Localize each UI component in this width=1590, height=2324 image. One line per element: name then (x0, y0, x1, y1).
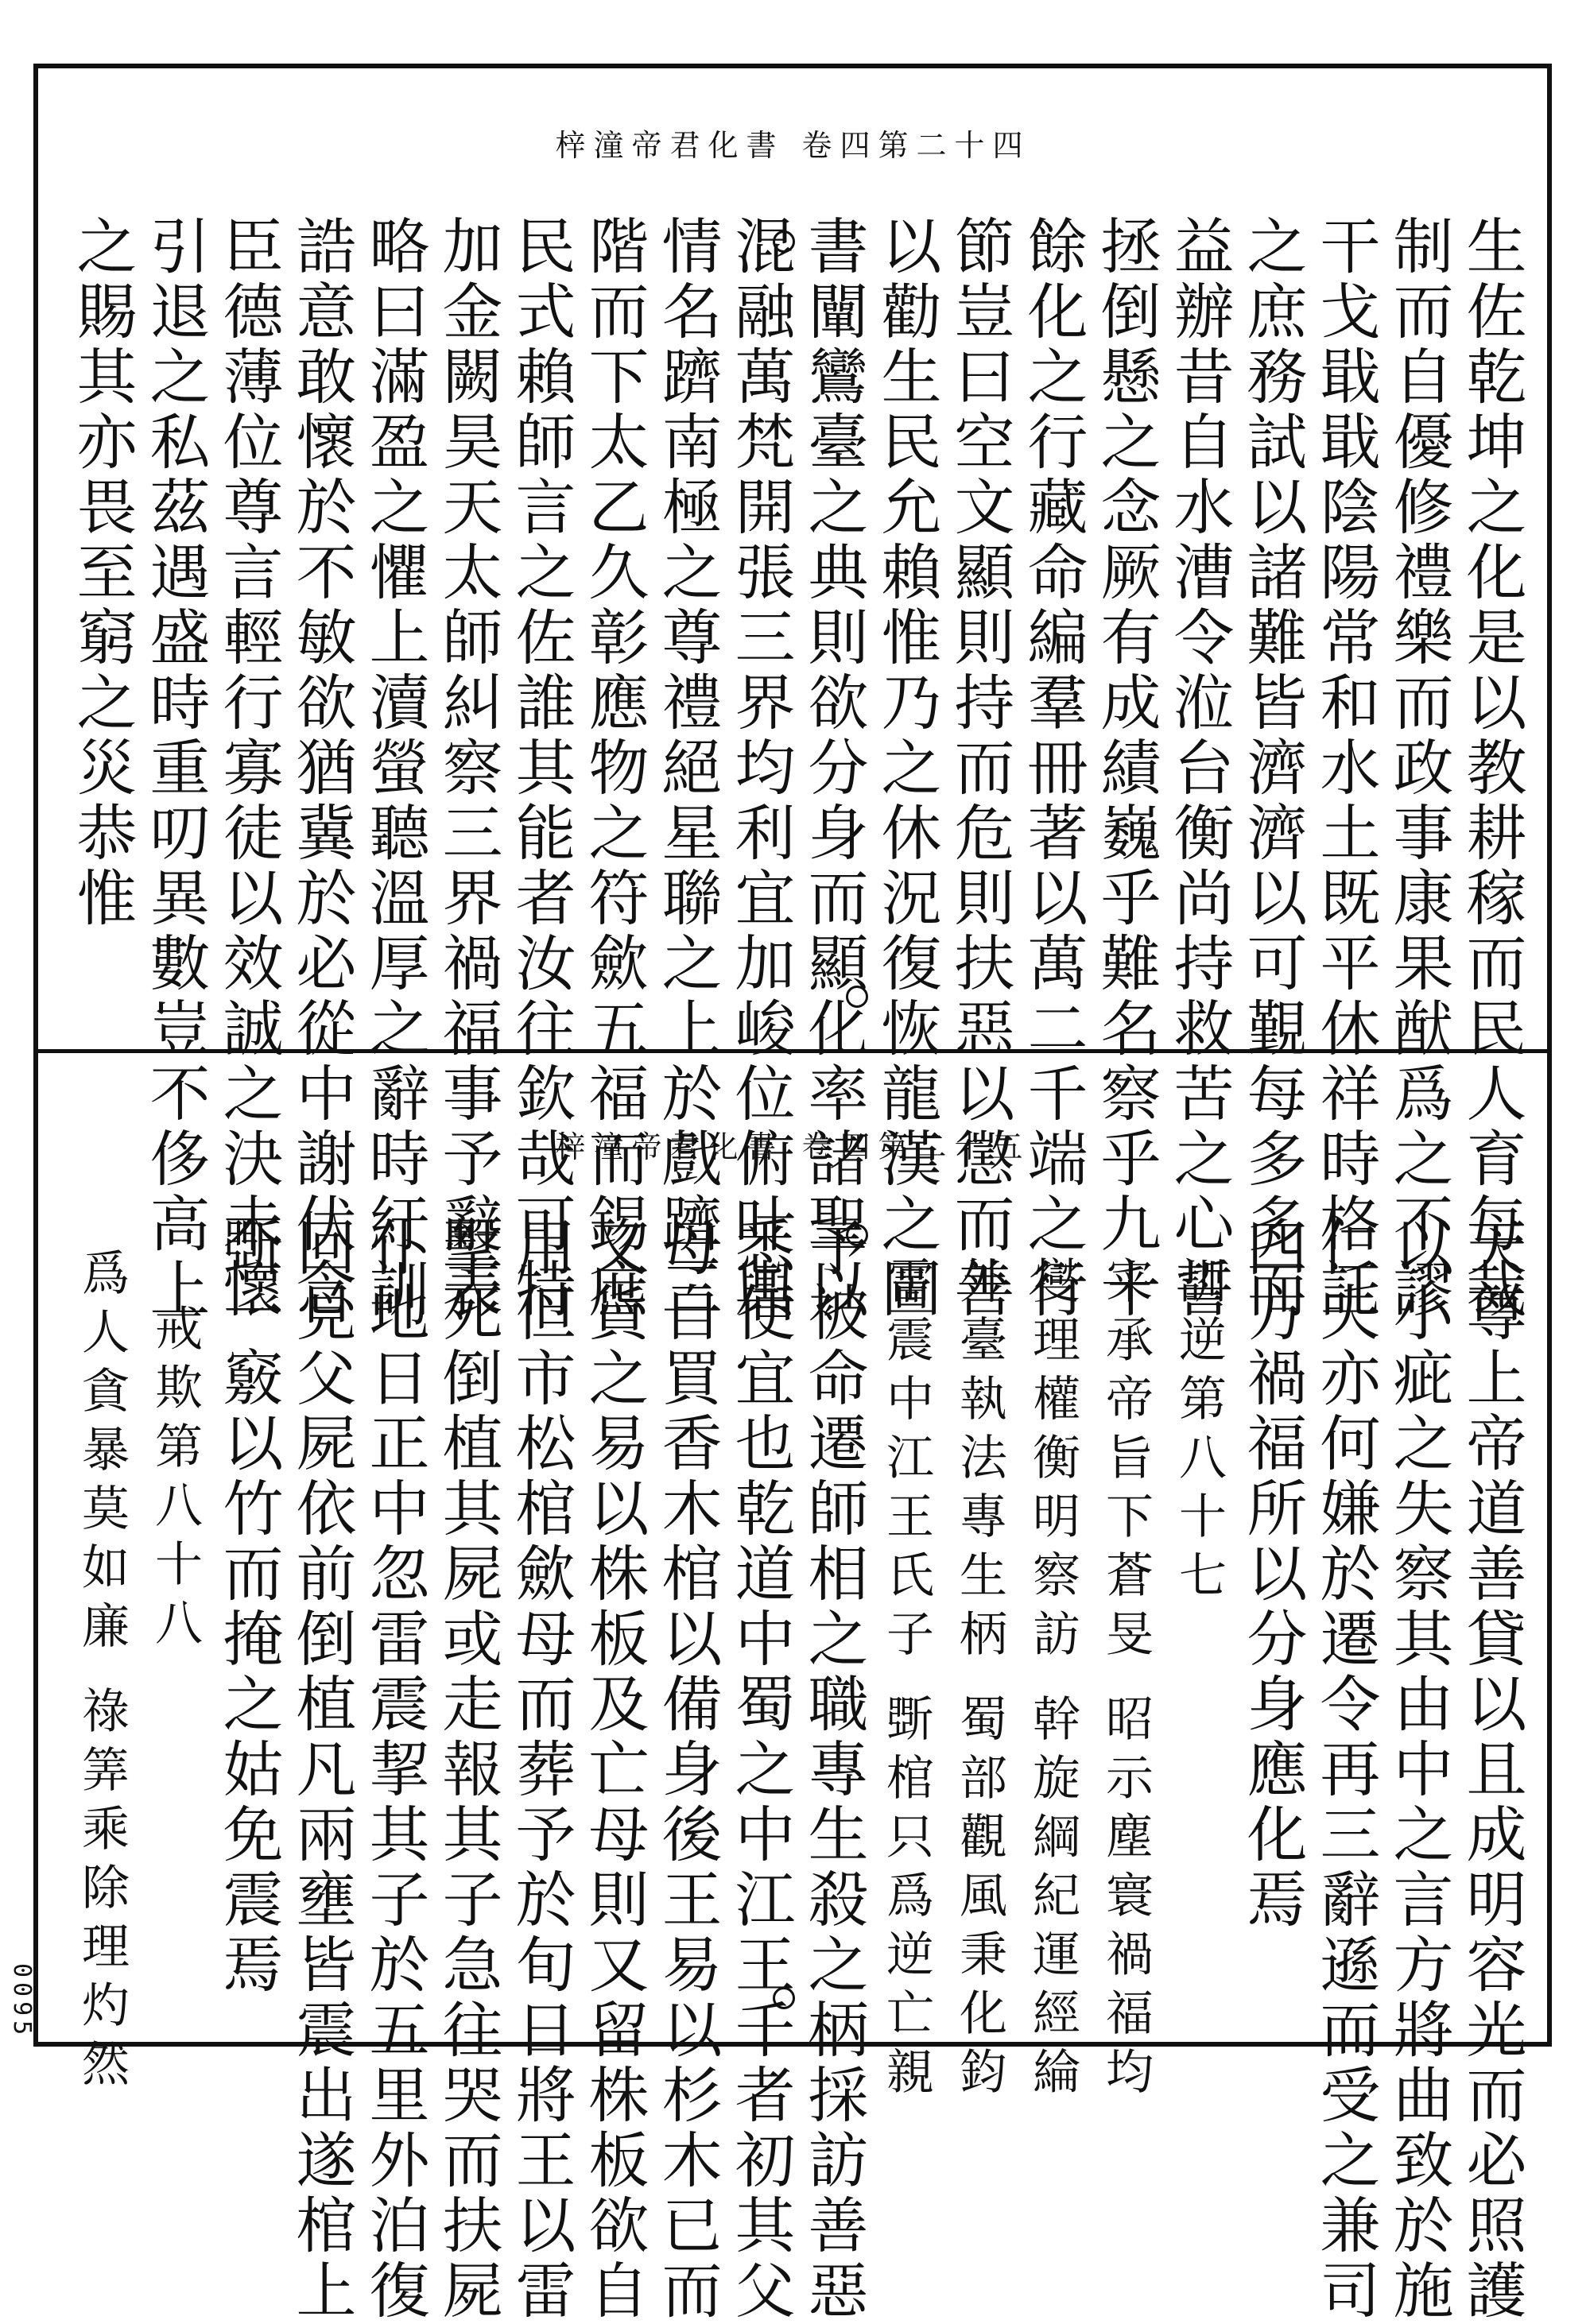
text-column: 書闡鸞臺之典則欲分身而顯化率諸聖以 (798, 215, 869, 1323)
text-column: 四方禍福所以分身應化焉 (1237, 1216, 1308, 1933)
text-column: 混融萬梵開張三界均利宜加峻位俯叶輿 (725, 215, 796, 1323)
text-column: 節豈曰空文顯則持而危則扶惡以懲而善 (944, 215, 1015, 1323)
text-column: 拯倒懸之念厥有成績巍乎難名察乎九十 (1091, 215, 1161, 1323)
text-column: 又貨之易以株板及亡母則又留株板欲自 (579, 1216, 650, 2324)
text-column: 餘化之行藏命編羣冊著以萬二千端之行 (1018, 215, 1088, 1323)
text-column: 階而下太乙久彰應物之符歛五福而錫庶 (579, 215, 650, 1323)
text-column: 引退之私茲遇盛時重叨異數豈不侈高上 (140, 215, 211, 1323)
text-column: 天尊上帝道善貸以且成明容光而必照護 (1456, 1216, 1527, 2324)
text-column: 臣德薄位尊言輕行寡徒以效誠之決未懷 (213, 215, 284, 1323)
section-circle-mark (846, 986, 868, 1008)
section-circle-mark (846, 1224, 868, 1246)
text-column: 以小疵之失察其由中之言方將曲致於施 (1383, 1216, 1454, 2324)
page-number: 0095 (8, 1963, 36, 2040)
text-column: 斲一竅以竹而掩之姑免震焉 (213, 1216, 284, 1998)
section-heading: 戒欺第八十八 (147, 1303, 203, 1656)
text-column: 用但市松棺歛母而葬予於旬日將王以雷 (506, 1216, 576, 2324)
text-column: 制而自優修禮樂而政事康果猷爲之不謬 (1383, 215, 1454, 1323)
bottom-page (60, 1129, 1527, 2324)
text-column: 仆地日正中忽雷震挈其子於五里外泊復 (359, 1216, 430, 2324)
verse-column: 雷震中江王氏子 斲棺只爲逆亡親 (878, 1256, 934, 2106)
text-column: 擊死倒植其屍或走報其子急往哭而扶屍 (432, 1216, 503, 2324)
text-column: 之庶務試以諸難皆濟濟以可覲每多多而 (1237, 215, 1308, 1323)
text-column: 悉便宜也乾道中蜀之中江王千者初其父 (725, 1216, 796, 2324)
verse-column: 燮理權衡明察訪 幹旋綱紀運經綸 (1025, 1256, 1080, 2106)
bottom-page-header: 梓潼帝君化書 卷四第二十五 (555, 1129, 1031, 1164)
text-column: 以勸生民允賴惟乃之休況復恢龍漢之圖 (871, 215, 942, 1323)
text-column: 予被命遷師相之職專生殺之柄採訪善惡 (798, 1216, 869, 2324)
verse-column: 外臺執法專生柄 蜀部觀風秉化鈞 (952, 1256, 1007, 2106)
section-heading: 訓逆第八十七 (1171, 1256, 1227, 1609)
text-column: 干戈戢戢陰陽常和水土既平休祥時格託 (1310, 215, 1381, 1323)
text-column: 誥意敢懷於不敏欲猶冀於必從中謝伏念 (286, 215, 357, 1323)
text-column: 略曰滿盈之懼上瀆螢聽溫厚之辭時紆訓 (359, 215, 430, 1323)
text-column: 加金闕昊天太師糾察三界禍福事予辭表 (432, 215, 503, 1323)
verse-column: 寀承帝旨下蒼旻 昭示塵寰禍福均 (1098, 1256, 1154, 2106)
text-column: 回見父屍依前倒植凡兩壅皆震出遂棺上 (286, 1216, 357, 2324)
text-column: 生佐乾坤之化是以教耕稼而民人育每裁 (1456, 215, 1527, 1323)
text-column: 情名躋南極之尊禮絕星聯之上於戲躋三 (652, 215, 723, 1323)
text-column: 仁夫亦何嫌於遷令再三辭遜而受之兼司 (1310, 1216, 1381, 2324)
text-column: 母自買香木棺以備身後王易以杉木已而 (652, 1216, 723, 2324)
top-page-header: 梓潼帝君化書 卷四第二十四 (555, 128, 1031, 163)
section-circle-mark (773, 230, 795, 253)
text-column: 民式賴師言之佐誰其能者汝往欽哉可特 (506, 215, 576, 1323)
text-column: 益辦昔自水漕令涖台衡尚持救苦之心誓 (1164, 215, 1235, 1323)
verse-column: 爲人貪暴莫如廉 祿筭乘除理灼然 (74, 1248, 130, 2098)
section-circle-mark (773, 1987, 795, 2009)
text-column: 之賜其亦畏至窮之災恭惟 (67, 215, 138, 932)
